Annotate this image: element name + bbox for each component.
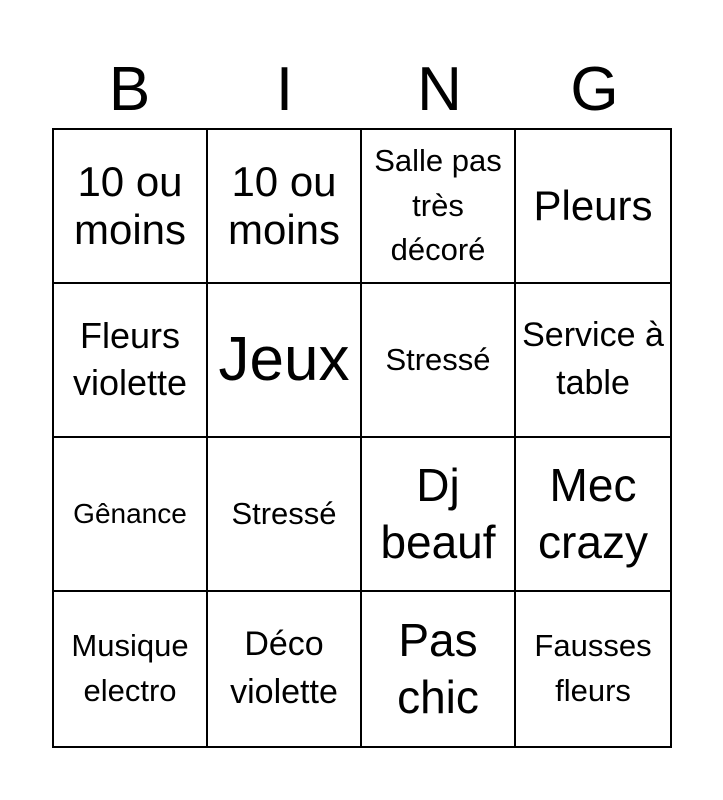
bingo-cell[interactable]: 10 ou moins	[208, 130, 362, 284]
header-letter-n: N	[417, 55, 462, 124]
bingo-cell[interactable]: Salle pas très décoré	[362, 130, 516, 284]
bingo-grid	[52, 128, 672, 748]
header-letter-i: I	[275, 55, 294, 124]
bingo-cell[interactable]: Fausses fleurs	[534, 628, 652, 708]
bingo-cell[interactable]: Mec crazy	[516, 438, 670, 592]
bingo-header	[52, 52, 672, 128]
bingo-cell[interactable]: Pleurs	[516, 130, 670, 284]
bingo-cell[interactable]: Fleurs violette	[54, 284, 208, 438]
bingo-cell[interactable]: Gênance	[54, 438, 208, 592]
bingo-cell[interactable]: Stressé	[208, 438, 362, 592]
bingo-cell[interactable]: Service à table	[516, 284, 670, 438]
header-letter-b: B	[108, 55, 151, 124]
bingo-cell[interactable]: Musique electro	[54, 592, 208, 746]
bingo-cell[interactable]: Dj beauf	[362, 438, 516, 592]
header-letter-g: G	[570, 55, 619, 124]
bingo-cell[interactable]: Jeux	[208, 284, 362, 438]
bingo-cell[interactable]: Pas chic	[362, 592, 516, 746]
bingo-cell[interactable]: 10 ou moins	[54, 130, 208, 284]
bingo-cell[interactable]: Déco violette	[208, 592, 362, 746]
bingo-cell[interactable]: Stressé	[362, 284, 516, 438]
